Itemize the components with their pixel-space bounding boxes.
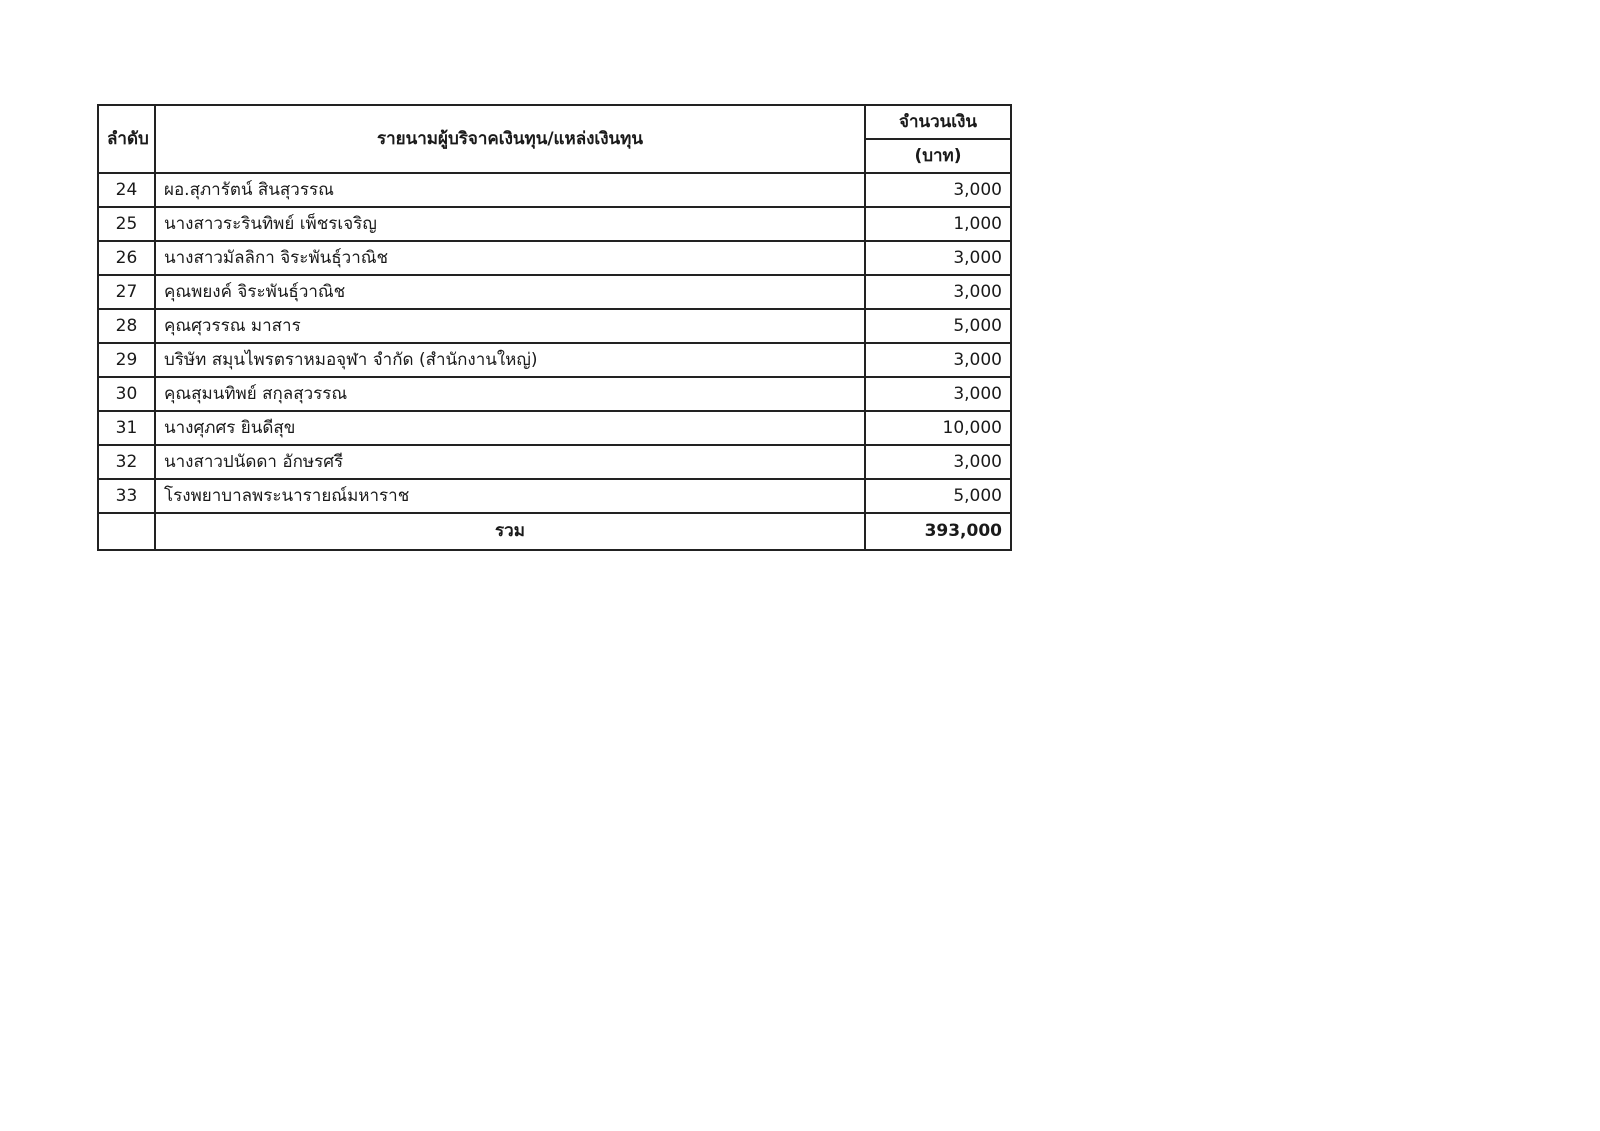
row-amount: 3,000 [865,241,1011,275]
header-amount: จำนวนเงิน [865,105,1011,139]
table-row [98,377,1011,411]
header-amount-unit: (บาท) [865,139,1011,173]
header-no: ลำดับ [98,105,155,173]
total-no [98,513,155,550]
table-row [98,275,1011,309]
table-row [98,343,1011,377]
row-donor-name: นางสาวปนัดดา อักษรศรี [155,445,865,479]
row-no: 32 [98,445,155,479]
row-no: 33 [98,479,155,513]
row-amount: 5,000 [865,309,1011,343]
total-row [98,513,1011,550]
row-no: 24 [98,173,155,207]
row-donor-name: โรงพยาบาลพระนารายณ์มหาราช [155,479,865,513]
row-no: 26 [98,241,155,275]
table-row [98,445,1011,479]
table-row [98,479,1011,513]
table-row [98,173,1011,207]
row-no: 30 [98,377,155,411]
row-donor-name: คุณพยงค์ จิระพันธุ์วาณิช [155,275,865,309]
row-donor-name: ผอ.สุภารัตน์ สินสุวรรณ [155,173,865,207]
row-no: 27 [98,275,155,309]
row-no: 25 [98,207,155,241]
total-amount: 393,000 [865,513,1011,550]
row-amount: 5,000 [865,479,1011,513]
row-donor-name: นางสาวมัลลิกา จิระพันธุ์วาณิช [155,241,865,275]
row-donor-name: คุณสุมนทิพย์ สกุลสุวรรณ [155,377,865,411]
row-donor-name: บริษัท สมุนไพรตราหมอจุฬา จำกัด (สำนักงานใหญ่) [155,343,865,377]
row-amount: 3,000 [865,343,1011,377]
row-no: 31 [98,411,155,445]
row-amount: 10,000 [865,411,1011,445]
row-amount: 3,000 [865,173,1011,207]
row-amount: 3,000 [865,445,1011,479]
row-amount: 3,000 [865,377,1011,411]
row-donor-name: นางศุภศร ยินดีสุข [155,411,865,445]
row-donor-name: คุณศุวรรณ มาสาร [155,309,865,343]
total-label: รวม [155,513,865,550]
table-row [98,411,1011,445]
table-row [98,207,1011,241]
row-donor-name: นางสาวระรินทิพย์ เพ็ชรเจริญ [155,207,865,241]
row-no: 29 [98,343,155,377]
header-donor-name: รายนามผู้บริจาคเงินทุน/แหล่งเงินทุน [155,105,865,173]
row-amount: 1,000 [865,207,1011,241]
table-row [98,309,1011,343]
table-row [98,241,1011,275]
row-no: 28 [98,309,155,343]
donor-table [97,104,1012,551]
row-amount: 3,000 [865,275,1011,309]
